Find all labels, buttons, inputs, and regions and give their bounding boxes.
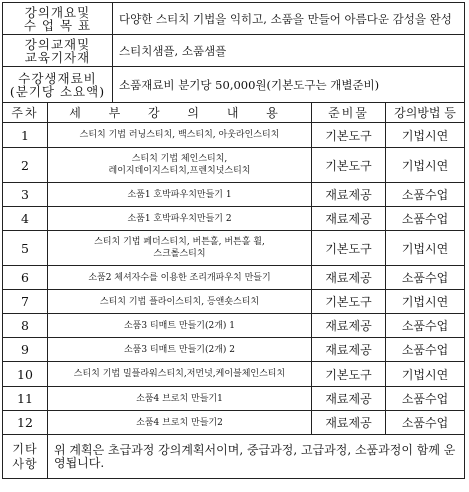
fee-label-line2: (분기당 소요액) <box>9 83 106 99</box>
prep-cell: 재료제공 <box>312 207 386 231</box>
detail-column-header: 세 부 강 의 내 용 <box>48 103 312 123</box>
detail-cell: 소품3 티매트 만들기(2개) 2 <box>48 338 312 362</box>
method-cell: 소품수업 <box>386 207 465 231</box>
note-value: 위 계획은 초급과정 강의계획서이며, 중급과정, 고급과정, 소품과정이 함께 운영됩니다. <box>48 435 465 479</box>
week-cell: 11 <box>3 387 48 411</box>
schedule-row <box>3 123 465 148</box>
objective-row <box>3 3 465 35</box>
detail-cell: 소품4 브로치 만들기2 <box>48 411 312 435</box>
objective-label-line1: 강의개요및 <box>24 4 91 20</box>
week-cell: 3 <box>3 183 48 207</box>
objective-value: 다양한 스티치 기법을 익히고, 소품을 만들어 아름다운 감성을 완성 <box>113 3 465 35</box>
schedule-row <box>3 387 465 411</box>
prep-column-header: 준비물 <box>312 103 386 123</box>
method-cell: 소품수업 <box>386 387 465 411</box>
fee-value: 소품재료비 분기당 50,000원(기본도구는 개별준비) <box>113 67 465 103</box>
method-cell: 소품수업 <box>386 183 465 207</box>
lecture-plan-document <box>2 2 465 479</box>
fee-row <box>3 67 465 103</box>
schedule-row <box>3 207 465 231</box>
materials-label-line1: 강의교재및 <box>24 36 91 52</box>
schedule-row <box>3 314 465 338</box>
week-cell: 9 <box>3 338 48 362</box>
detail-cell: 스티치 기법 플라이스티치, 등앤숏스티치 <box>48 290 312 314</box>
prep-cell: 재료제공 <box>312 411 386 435</box>
schedule-row <box>3 183 465 207</box>
schedule-row <box>3 266 465 290</box>
detail-cell: 소품2 체셔자수를 이용한 조리개파우치 만들기 <box>48 266 312 290</box>
prep-cell: 기본도구 <box>312 148 386 183</box>
schedule-header-row <box>3 103 465 123</box>
prep-cell: 기본도구 <box>312 123 386 148</box>
detail-cell: 스티치 기법 체인스티치, 레이지데이지스티치,프렌치넛스티치 <box>48 148 312 183</box>
schedule-row <box>3 411 465 435</box>
week-cell: 1 <box>3 123 48 148</box>
week-cell: 7 <box>3 290 48 314</box>
objective-label-line2: 수 업 목 표 <box>23 17 92 33</box>
materials-label-line2: 교육기자재 <box>24 49 91 65</box>
note-label-line1: 기타 <box>12 441 38 456</box>
detail-cell: 스티치 기법 러닝스티치, 백스티치, 아웃라인스티치 <box>48 123 312 148</box>
week-cell: 5 <box>3 231 48 266</box>
note-label <box>3 435 48 479</box>
week-cell: 10 <box>3 362 48 387</box>
detail-cell: 스티치 기법 밀플라워스티치,저먼넛,케이블체인스티치 <box>48 362 312 387</box>
detail-cell: 소품3 티매트 만들기(2개) 1 <box>48 314 312 338</box>
prep-cell: 기본도구 <box>312 290 386 314</box>
method-cell: 기법시연 <box>386 148 465 183</box>
method-cell: 기법시연 <box>386 290 465 314</box>
detail-cell: 소품1 호박파우치만들기 2 <box>48 207 312 231</box>
week-cell: 4 <box>3 207 48 231</box>
schedule-body <box>3 123 465 435</box>
prep-cell: 재료제공 <box>312 183 386 207</box>
method-cell: 기법시연 <box>386 123 465 148</box>
detail-cell: 소품1 호박파우치만들기 1 <box>48 183 312 207</box>
schedule-table <box>2 102 465 435</box>
schedule-row <box>3 231 465 266</box>
method-cell: 소품수업 <box>386 338 465 362</box>
schedule-row <box>3 338 465 362</box>
objective-label <box>3 3 113 35</box>
prep-cell: 재료제공 <box>312 338 386 362</box>
prep-cell: 기본도구 <box>312 231 386 266</box>
detail-cell: 스티치 기법 페더스티치, 버튼홀, 버튼홀 휠, 스크롤스티치 <box>48 231 312 266</box>
prep-cell: 재료제공 <box>312 387 386 411</box>
week-cell: 12 <box>3 411 48 435</box>
note-table <box>2 434 465 479</box>
prep-cell: 재료제공 <box>312 266 386 290</box>
materials-value: 스티치샘플, 소품샘플 <box>113 35 465 67</box>
method-cell: 소품수업 <box>386 411 465 435</box>
fee-label-line1: 수강생재료비 <box>18 70 97 86</box>
materials-row <box>3 35 465 67</box>
prep-cell: 기본도구 <box>312 362 386 387</box>
week-cell: 2 <box>3 148 48 183</box>
note-label-line2: 사항 <box>12 456 38 471</box>
schedule-row <box>3 362 465 387</box>
detail-cell: 소품4 브로치 만들기1 <box>48 387 312 411</box>
method-column-header: 강의방법 등 <box>386 103 465 123</box>
method-cell: 소품수업 <box>386 314 465 338</box>
fee-label <box>3 67 113 103</box>
header-table <box>2 2 465 103</box>
week-column-header: 주차 <box>3 103 48 123</box>
note-row <box>3 435 465 479</box>
materials-label <box>3 35 113 67</box>
schedule-row <box>3 148 465 183</box>
schedule-row <box>3 290 465 314</box>
method-cell: 기법시연 <box>386 231 465 266</box>
prep-cell: 재료제공 <box>312 314 386 338</box>
method-cell: 소품수업 <box>386 266 465 290</box>
week-cell: 8 <box>3 314 48 338</box>
method-cell: 기법시연 <box>386 362 465 387</box>
week-cell: 6 <box>3 266 48 290</box>
